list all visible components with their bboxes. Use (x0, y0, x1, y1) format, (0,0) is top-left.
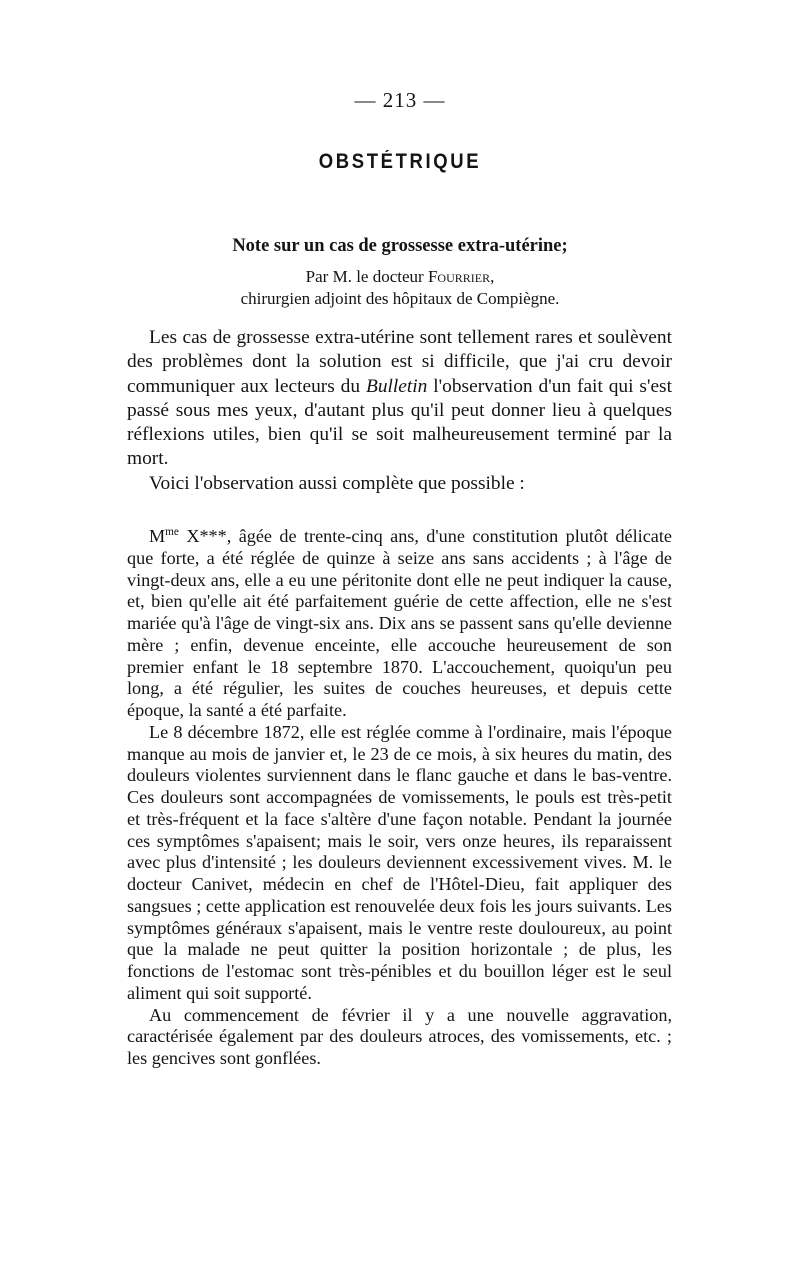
observation-text-1: X***, âgée de trente-cinq ans, d'une constitution plutôt délicate que forte, a été réglée de quinze à seize ans sans accidents ; à l'âge de vingt-deux ans, elle a eu une péritonite dont elle ne peut indiquer la cause, et, bien qu'elle ait été parfaitement guérie de cette affection, elle ne s'est mariée qu'à l'âge de vingt-six ans. Dix ans se passent sans qu'elle devienne mère ; enfin, devenue enceinte, elle accouche heureusement de son premier enfant le 18 septembre 1870. L'accouchement, quoiqu'un peu long, a été régulier, les suites de couches heureuses, et depuis cette époque, la santé a été parfaite. (127, 526, 672, 720)
section-title: OBSTÉTRIQUE (318, 150, 482, 173)
journal-name: Bulletin (365, 375, 428, 397)
intro-paragraph-2: Voici l'observation aussi complète que possible : (149, 472, 525, 494)
observation-paragraph-2: Le 8 décembre 1872, elle est réglée comme à l'ordinaire, mais l'époque manque au mois de janvier et, le 23 de ce mois, à six heures du matin, des douleurs violentes surviennent dans le flanc gauche et dans le bas-ventre. Ces douleurs sont accompagnées de vomissements, le pouls est très-petit et très-fréquent et la face s'altère d'une façon notable. Pendant la journée ces symptômes s'apaisent; mais le soir, vers onze heures, ils reparaissent avec plus d'intensité ; les douleurs deviennent excessivement vives. M. le docteur Canivet, médecin en chef de l'Hôtel-Dieu, fait appliquer des sangsues ; cette application est renouvelée deux fois les jours suivants. Les symptômes généraux s'apaisent, mais le ventre reste douloureux, au point que la malade ne peut quitter la position horizontale ; de plus, les fonctions de l'estomac sont très-pénibles et du bouillon léger est le seul aliment qui soit supporté. (127, 721, 672, 1003)
author-affiliation: chirurgien adjoint des hôpitaux de Compiègne. (240, 289, 560, 308)
intro-text-start: Les cas de grossesse extra-utérine sont tellement rares et soulèvent des problèmes dont la solution est si difficile, que j'ai cru devoir communiquer aux lecteurs du (127, 327, 672, 397)
author-prefix: Par M. le docteur (305, 267, 428, 286)
observation-paragraph-3: Au commencement de février il y a une nouvelle aggravation, caractérisée également par des douleurs atroces, des vomissements, etc. ; les gencives sont gonflées. (127, 1004, 672, 1068)
title-abbrev: M (149, 526, 166, 546)
author-name: Fourrier, (427, 267, 495, 286)
intro-text-end: l'observation d'un fait qui s'est passé sous mes yeux, d'autant plus qu'il peut donner lieu à quelques réflexions utiles, bien qu'il se soit malheureusement terminé par la mort. (127, 375, 672, 470)
author-line (0, 267, 800, 287)
note-title: Note sur un cas de grossesse extra-utérine; (232, 236, 568, 256)
observation-paragraph (127, 526, 672, 722)
title-abbrev-sup: me (165, 525, 179, 538)
introduction (127, 326, 672, 496)
observation-text (127, 526, 672, 1070)
intro-paragraph (127, 326, 672, 472)
page-number: — 213 — (354, 88, 446, 112)
